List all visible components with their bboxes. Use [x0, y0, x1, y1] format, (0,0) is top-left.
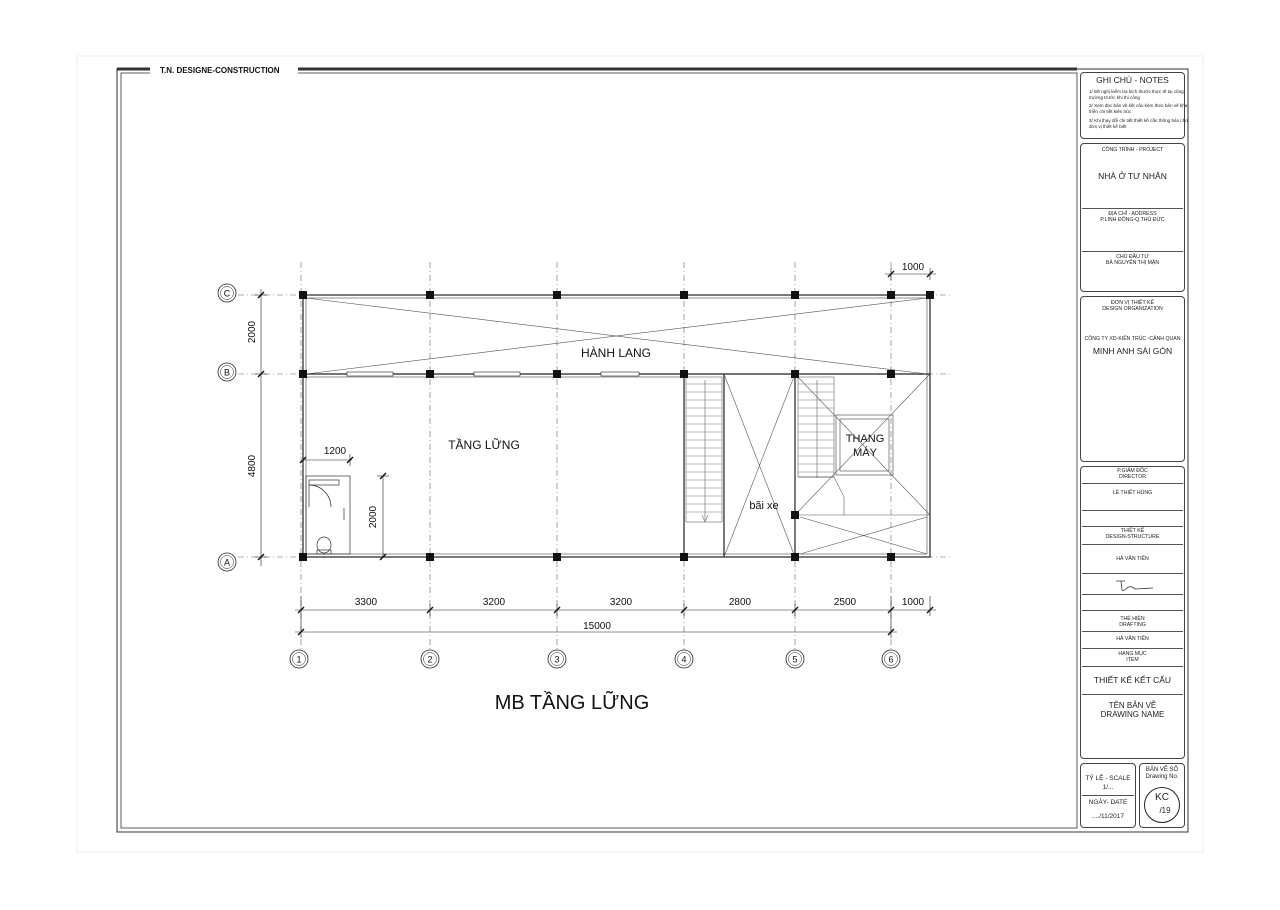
column-square — [426, 370, 434, 378]
design-label-1: THIẾT KẾ — [1120, 528, 1145, 534]
design-name: HÀ VĂN TIẾN — [1116, 556, 1149, 562]
column-square — [791, 553, 799, 561]
design-organization-panel — [1080, 296, 1185, 462]
scale-label: TỶ LỆ - SCALE — [1085, 775, 1131, 782]
design-label-2: DESIGN-STRUCTURE — [1105, 534, 1160, 540]
dim-row-span-2: 4800 — [247, 454, 258, 478]
sheet-label-1: BẢN VẼ SỐ — [1145, 767, 1179, 773]
row-axis-label: A — [223, 557, 231, 568]
column-square — [887, 553, 895, 561]
column-axis-label: 1 — [296, 654, 302, 665]
row-axis-a — [218, 553, 236, 571]
personnel-panel — [1080, 466, 1185, 759]
column-axis-6 — [882, 650, 900, 668]
column-square — [299, 370, 307, 378]
column-square — [680, 370, 688, 378]
column-square — [791, 511, 799, 519]
dim-total-length: 15000 — [583, 621, 611, 632]
drawing-title: MB TẦNG LỮNG — [494, 692, 650, 714]
dim-top-offset: 1000 — [901, 262, 925, 273]
note-2: 2/ Xem đọc bản vẽ kết cấu kèm theo bản vẽ khai triển chi tiết kiến trúc — [1089, 103, 1189, 114]
investor-value: BÀ NGUYỄN THỊ MẬN — [1105, 260, 1160, 266]
dim-bay-6: 1000 — [901, 597, 925, 608]
column-square — [299, 553, 307, 561]
address-value: P.LINH ĐÔNG-Q.THỦ ĐỨC — [1100, 217, 1165, 223]
column-axis-1 — [290, 650, 308, 668]
scale-value: 1/... — [1102, 784, 1114, 791]
column-square — [426, 553, 434, 561]
director-name: LÊ THIẾT HÙNG — [1112, 490, 1153, 496]
column-square — [426, 291, 434, 299]
drawing-number-panel — [1139, 763, 1185, 828]
note-1: 1/ Đề nghị kiểm tra kích thước thực tế tại công trường trước khi thi công — [1089, 89, 1184, 100]
column-axis-2 — [421, 650, 439, 668]
column-square — [553, 553, 561, 561]
column-axis-label: 2 — [427, 654, 433, 665]
paper — [77, 56, 1203, 852]
director-label-1: P.GIÁM ĐỐC — [1117, 468, 1148, 474]
column-square — [553, 370, 561, 378]
column-square — [887, 291, 895, 299]
notes-title: GHI CHÚ - NOTES — [1096, 75, 1169, 85]
row-axis-c — [218, 284, 236, 302]
project-label: CÔNG TRÌNH - PROJECT — [1101, 147, 1164, 153]
dim-bay-1: 3300 — [354, 597, 378, 608]
org-label-1: ĐƠN VỊ THIẾT KẾ — [1111, 300, 1154, 306]
row-axis-label: B — [223, 367, 231, 378]
column-square — [299, 291, 307, 299]
column-axis-3 — [548, 650, 566, 668]
drafting-label-2: DRAFTING — [1119, 622, 1146, 628]
director-label-2: DIRECTOR — [1119, 474, 1146, 480]
item-label-2: ITEM — [1126, 657, 1139, 663]
dim-bay-3: 3200 — [609, 597, 633, 608]
drafting-name: HÀ VĂN TIẾN — [1116, 636, 1149, 642]
sheet-label-2: Drawing No. — [1145, 774, 1179, 780]
sheet-code: KC — [1155, 792, 1169, 803]
dim-bay-5: 2500 — [833, 597, 857, 608]
room-label-corridor: HÀNH LANG — [580, 346, 652, 360]
note-3: 3/ Khi thay đổi chi tiết thiết kế cần thông báo cho đơn vị thiết kế biết — [1089, 118, 1188, 129]
room-label-mezzanine: TẦNG LỮNG — [448, 438, 520, 452]
project-name: NHÀ Ở TƯ NHÂN — [1098, 171, 1167, 181]
column-axis-label: 3 — [554, 654, 560, 665]
project-panel — [1080, 143, 1185, 292]
dim-wc-depth: 2000 — [368, 505, 379, 529]
org-company: CÔNG TY XD-KIẾN TRÚC -CẢNH QUAN — [1084, 336, 1181, 342]
investor-label: CHỦ ĐẦU TƯ — [1116, 254, 1149, 260]
elevator-shaft — [836, 415, 893, 475]
dim-row-span-1: 2000 — [247, 320, 258, 344]
date-value: ..../11/2017 — [1091, 813, 1125, 820]
org-label-2: DESIGN ORGANIZATION — [1102, 306, 1163, 312]
date-label: NGÀY- DATE — [1088, 799, 1128, 806]
scale-date-panel — [1080, 763, 1136, 828]
room-label-elevator-2: MÁY — [853, 447, 877, 459]
column-axis-5 — [786, 650, 804, 668]
room-label-parking: bãi xe — [749, 500, 779, 512]
address-label: ĐỊA CHỈ - ADDRESS — [1108, 211, 1157, 217]
drawing-name-label-1: TÊN BẢN VẼ — [1108, 701, 1157, 710]
item-value: THIẾT KẾ KẾT CẤU — [1093, 675, 1172, 685]
column-square — [887, 370, 895, 378]
column-square — [553, 291, 561, 299]
dim-bay-4: 2800 — [728, 597, 752, 608]
sheet-number: /19 — [1159, 806, 1171, 815]
item-label-1: HẠNG MỤC — [1118, 651, 1147, 657]
column-square — [926, 291, 934, 299]
notes-panel — [1080, 72, 1189, 139]
row-axis-label: C — [223, 288, 231, 299]
column-axis-label: 6 — [888, 654, 894, 665]
drafting-label-1: THỂ HIỆN — [1120, 616, 1145, 622]
column-axis-4 — [675, 650, 693, 668]
column-square — [791, 291, 799, 299]
dim-wc-width: 1200 — [323, 446, 347, 457]
column-square — [680, 291, 688, 299]
column-square — [680, 553, 688, 561]
room-label-elevator-1: THANG — [845, 433, 885, 445]
drawing-name-label-2: DRAWING NAME — [1100, 710, 1165, 719]
firm-name: T.N. DESIGNE-CONSTRUCTION — [160, 66, 280, 75]
column-square — [791, 370, 799, 378]
row-axis-b — [218, 363, 236, 381]
signature-mark — [1113, 577, 1157, 593]
dim-bay-2: 3200 — [482, 597, 506, 608]
org-name: MINH ANH SÀI GÒN — [1092, 346, 1173, 356]
column-axis-label: 5 — [792, 654, 798, 665]
column-axis-label: 4 — [681, 654, 687, 665]
